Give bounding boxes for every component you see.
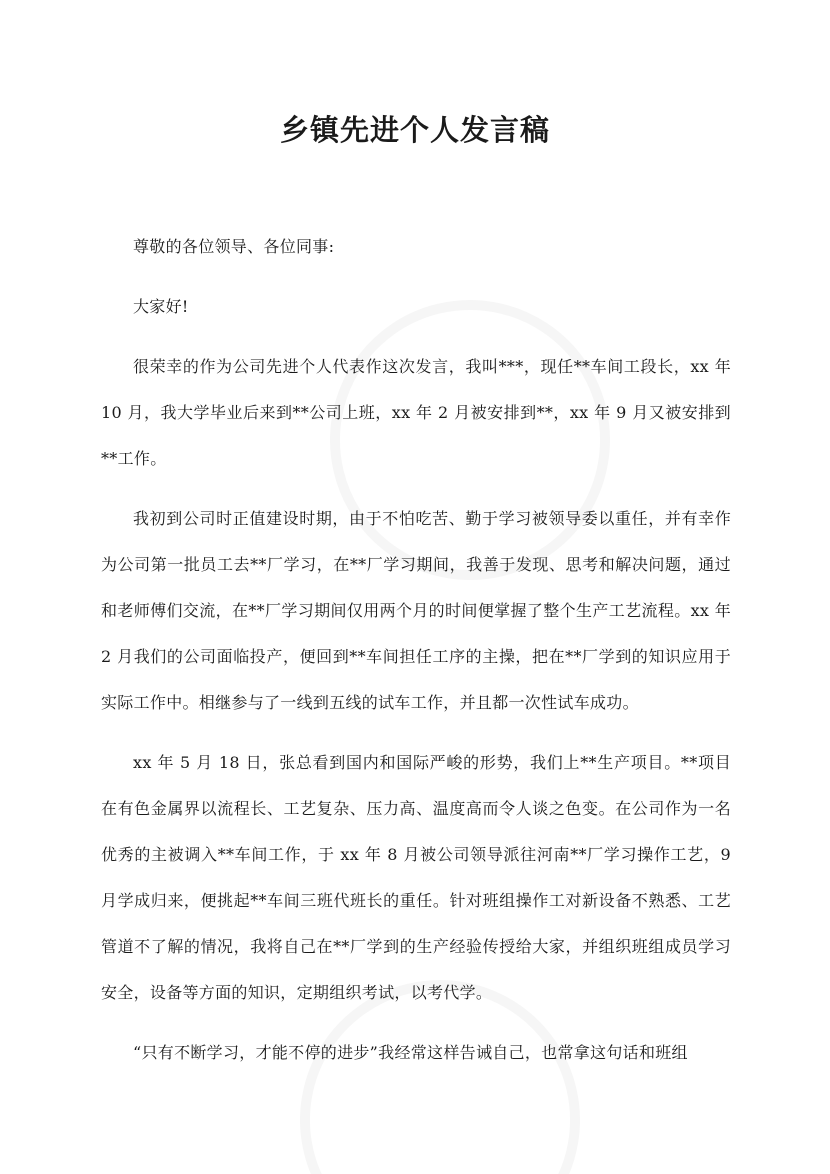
document-body [101, 224, 731, 1076]
paragraph: 我初到公司时正值建设时期，由于不怕吃苦、勤于学习被领导委以重任，并有幸作为公司第一批员工去**厂学习，在**厂学习期间，我善于发现、思考和解决问题，通过和老师傅们交流，在**厂学习期间仅用两个月的时间便掌握了整个生产工艺流程。xx 年 2 月我们的公司面临投产，便回到**车间担任工序的主操，把在**厂学到的知识应用于实际工作中。相继参与了一线到五线的试车工作，并且都一次性试车成功。 [101, 509, 731, 712]
document-title: 乡镇先进个人发言稿 [279, 113, 550, 147]
salutation: 尊敬的各位领导、各位同事: [133, 237, 335, 256]
paragraph: “只有不断学习，才能不停的进步”我经常这样告诫自己，也常拿这句话和班组 [133, 1043, 688, 1062]
paragraph: xx 年 5 月 18 日，张总看到国内和国际严峻的形势，我们上**生产项目。**项目在有色金属界以流程长、工艺复杂、压力高、温度高而令人谈之色变。在公司作为一名优秀的主被调入**车间工作，于 xx 年 8 月被公司领导派往河南**厂学习操作工艺，9 月学成归来，便挑起**车间三班代班长的重任。针对班组操作工对新设备不熟悉、工艺管道不了解的情况，我将自己在**厂学到的生产经验传授给大家，并组织班组成员学习安全，设备等方面的知识，定期组织考试，以考代学。 [101, 753, 731, 1002]
paragraph: 很荣幸的作为公司先进个人代表作这次发言，我叫***，现任**车间工段长，xx 年 10 月，我大学毕业后来到**公司上班，xx 年 2 月被安排到**，xx 年 9 月又被安排到**工作。 [101, 357, 731, 468]
greeting: 大家好! [133, 297, 189, 316]
